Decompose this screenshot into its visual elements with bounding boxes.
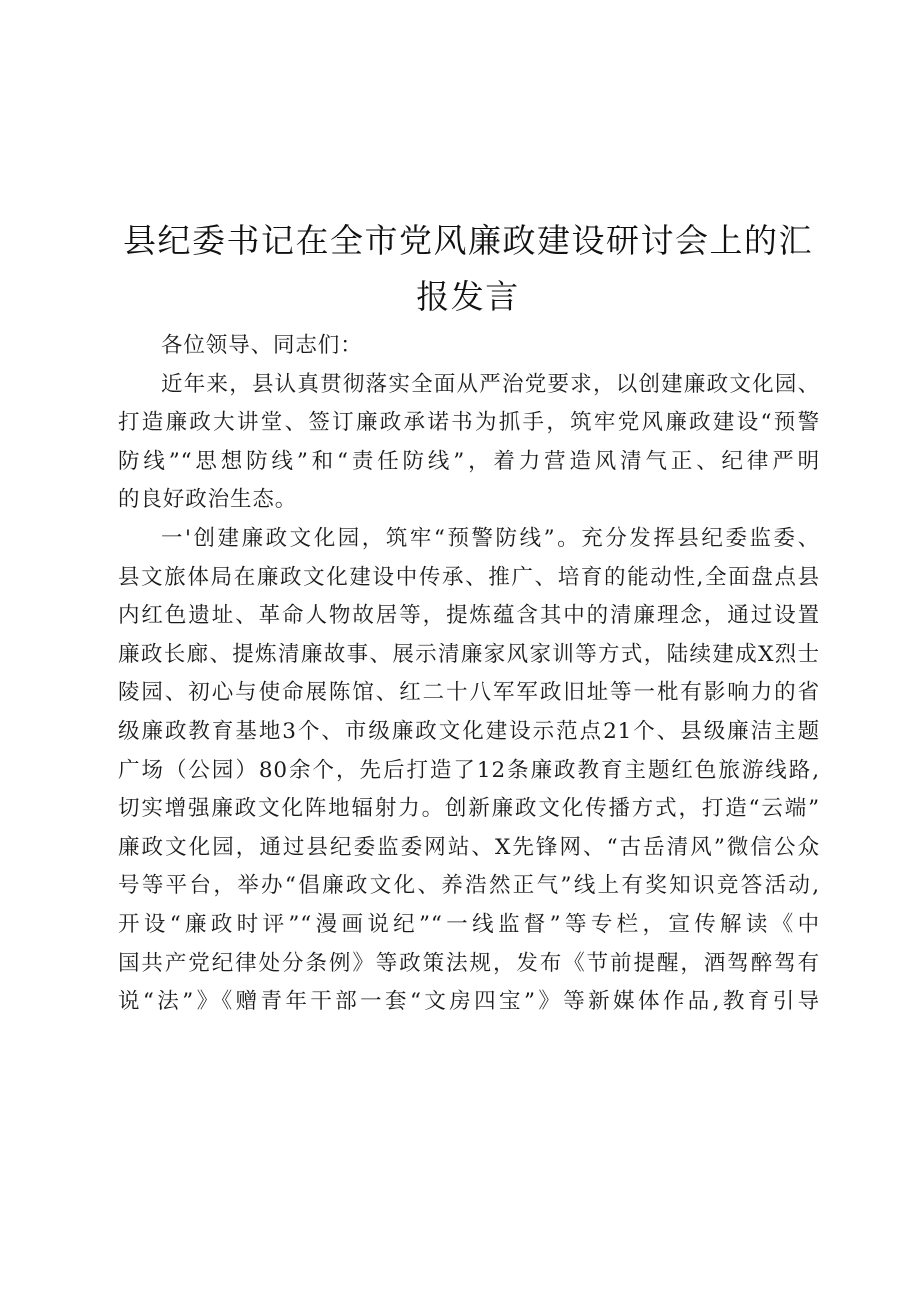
paragraph-2-line: 广场（公园）80余个，先后打造了12条廉政教育主题红色旅游线路, [118, 757, 820, 783]
paragraph-2-line: 廉政文化园，通过县纪委监委网站、X先锋网、“古岳清风”微信公众 [118, 834, 820, 860]
paragraph-1-line: 打造廉政大讲堂、签订廉政承诺书为抓手，筑牢党风廉政建设“预警 [118, 410, 820, 436]
document-title [118, 213, 818, 325]
paragraph-2-line: 国共产党纪律处分条例》等政策法规，发布《节前提醒，酒驾醉驾有 [118, 950, 820, 976]
paragraph-2-line: 一'创建廉政文化园，筑牢“预警防线”。充分发挥县纪委监委、 [161, 525, 820, 551]
paragraph-2-line: 县文旅体局在廉政文化建设中传承、推广、培育的能动性,全面盘点县 [118, 564, 820, 590]
salutation: 各位领导、同志们： [161, 333, 363, 358]
paragraph-2-line: 切实增强廉政文化阵地辐射力。创新廉政文化传播方式，打造“云端” [118, 796, 820, 822]
paragraph-2-line: 廉政长廊、提炼清廉故事、展示清廉家风家训等方式，陆续建成X烈士 [118, 641, 820, 667]
paragraph-1-line: 防线”“思想防线”和“责任防线”，着力营造风清气正、纪律严明 [118, 448, 820, 474]
paragraph-2 [118, 520, 820, 1022]
paragraph-2-line: 内红色遗址、革命人物故居等，提炼蕴含其中的清廉理念，通过设置 [118, 603, 820, 629]
document-body [118, 327, 820, 1022]
paragraph-1-line: 的良好政治生态。 [118, 487, 298, 513]
paragraph-2-line: 说“法”》《赠青年干部一套“文房四宝”》等新媒体作品,教育引导 [118, 989, 820, 1015]
paragraph-2-line: 级廉政教育基地3个、市级廉政文化建设示范点21个、县级廉洁主题 [118, 718, 820, 744]
title-line-2: 报发言 [416, 277, 520, 316]
paragraph-2-line: 陵园、初心与使命展陈馆、红二十八军军政旧址等一枇有影响力的省 [118, 680, 820, 706]
paragraph-2-line: 号等平台，举办“倡廉政文化、养浩然正气”线上有奖知识竞答活动, [118, 873, 820, 899]
paragraph-1 [118, 366, 820, 520]
paragraph-2-line: 开设“廉政时评”“漫画说纪”“一线监督”等专栏，宣传解读《中 [118, 911, 820, 937]
title-line-1: 县纪委书记在全市党风廉政建设研讨会上的汇 [123, 221, 813, 260]
paragraph-1-line: 近年来，县认真贯彻落实全面从严治党要求，以创建廉政文化园、 [161, 371, 820, 397]
